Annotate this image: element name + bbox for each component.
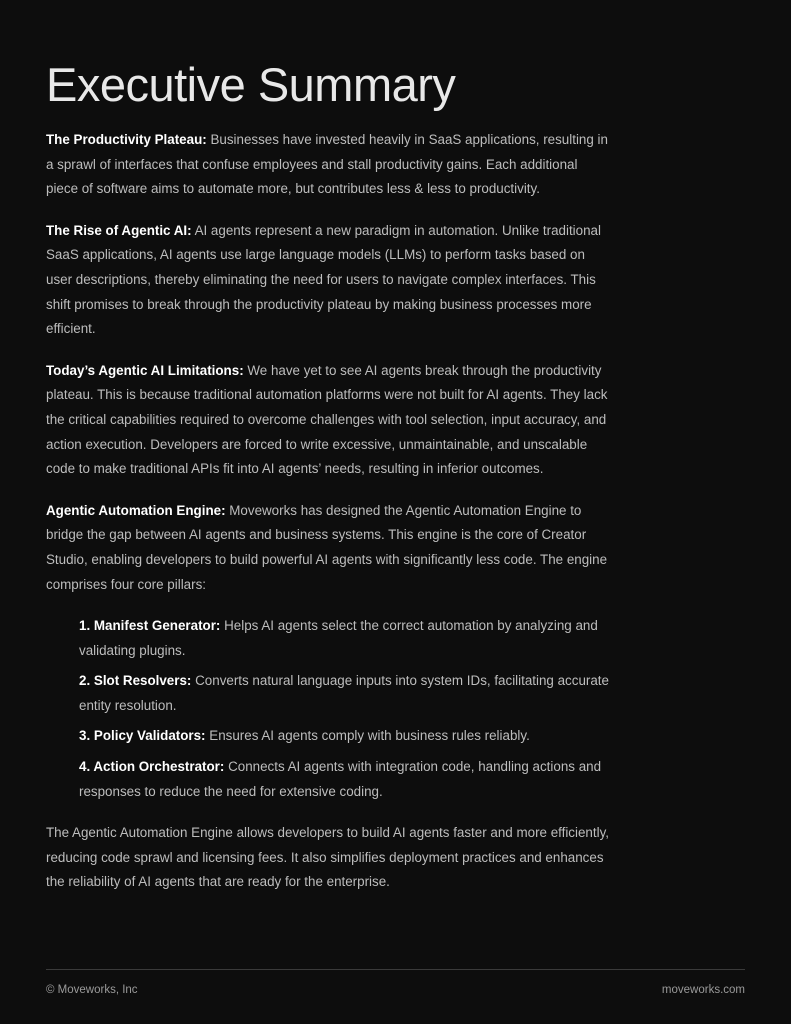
pillar-action-orchestrator <box>79 755 611 804</box>
pillar-heading: 1. Manifest Generator: <box>79 618 221 634</box>
pillar-body: Helps AI agents select the correct automation by analyzing and validating plugins. <box>79 618 598 658</box>
page-title: Executive Summary <box>46 58 456 111</box>
section-body: Businesses have invested heavily in SaaS applications, resulting in a sprawl of interfaces that confuse employees and stall productivity gains. Each additional piece of software aims to automate more, but contributes less & less to productivity. <box>46 132 608 197</box>
section-rise-of-agentic-ai <box>46 219 611 342</box>
section-body: We have yet to see AI agents break through the productivity plateau. This is because traditional automation platforms were not built for AI agents. They lack the critical capabilities required to overcome challenges with tool selection, input accuracy, and action execution. Developers are forced to write excessive, unmaintainable, and unscalable code to make traditional APIs fit into AI agents’ needs, resulting in inferior outcomes. <box>46 362 608 477</box>
pillar-slot-resolvers <box>79 669 611 718</box>
section-agentic-ai-limitations <box>46 359 611 482</box>
section-productivity-plateau <box>46 128 611 202</box>
pillar-body: Converts natural language inputs into system IDs, facilitating accurate entity resolution. <box>79 673 609 713</box>
pillar-body: Ensures AI agents comply with business rules reliably. <box>209 728 530 744</box>
section-heading: Agentic Automation Engine: <box>46 502 226 518</box>
section-heading: The Rise of Agentic AI: <box>46 222 192 238</box>
section-agentic-automation-engine <box>46 499 611 597</box>
section-heading: Today’s Agentic AI Limitations: <box>46 362 244 378</box>
summary-content <box>46 128 611 912</box>
pillar-policy-validators <box>79 724 611 749</box>
closing-paragraph: The Agentic Automation Engine allows developers to build AI agents faster and more efficiently, reducing code sprawl and licensing fees. It also simplifies deployment practices and enhances the reliability of AI agents that are ready for the enterprise. <box>46 825 609 890</box>
section-body: Moveworks has designed the Agentic Automation Engine to bridge the gap between AI agents and business systems. This engine is the core of Creator Studio, enabling developers to build powerful AI agents with significantly less code. The engine comprises four core pillars: <box>46 502 608 592</box>
pillar-heading: 3. Policy Validators: <box>79 728 206 744</box>
pillar-heading: 4. Action Orchestrator: <box>79 759 225 775</box>
footer-copyright: © Moveworks, Inc <box>46 984 138 996</box>
footer-site-link[interactable]: moveworks.com <box>661 984 745 996</box>
pillars-list <box>46 614 611 804</box>
pillar-heading: 2. Slot Resolvers: <box>79 673 192 689</box>
pillar-body: Connects AI agents with integration code, handling actions and responses to reduce the need for extensive coding. <box>79 759 602 799</box>
footer-divider <box>46 969 745 970</box>
pillar-manifest-generator <box>79 614 611 663</box>
section-body: AI agents represent a new paradigm in automation. Unlike traditional SaaS applications, AI agents use large language models (LLMs) to perform tasks based on user descriptions, thereby eliminating the need for users to navigate complex interfaces. This shift promises to break through the productivity plateau by making business processes more efficient. <box>46 222 601 337</box>
section-heading: The Productivity Plateau: <box>46 132 207 147</box>
